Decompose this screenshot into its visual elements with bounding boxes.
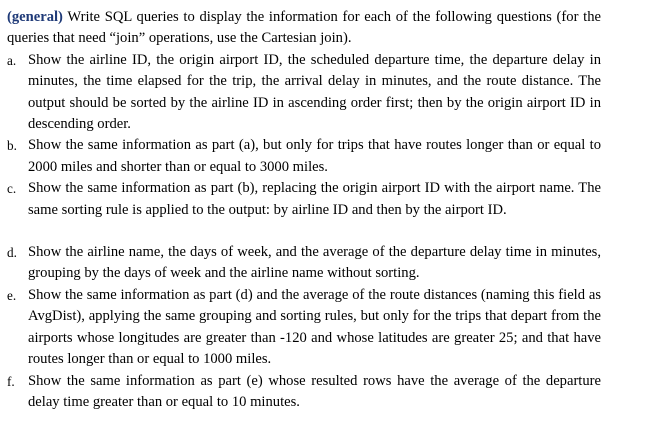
intro-paragraph <box>7 7 601 50</box>
question-e-marker: e. <box>7 287 17 303</box>
question-a-marker: a. <box>7 52 17 68</box>
question-d-marker: d. <box>7 245 17 261</box>
question-a-text: Show the airline ID, the origin airport ID, the scheduled departure time, the departure delay in minutes, the time elapsed for the trip, the arrival delay in minutes, and the route distance. The output should be sorted by the airline ID in ascending order first; then by the origin airport ID in descending order. <box>28 51 601 133</box>
question-e-text: Show the same information as part (d) and the average of the route distances (naming this field as AvgDist), applying the same grouping and sorting rules, but only for the trips that depart from the airports whose longitudes are greater than -120 and whose latitudes are greater 25; and that have routes longer than or equal to 1000 miles. <box>28 286 601 368</box>
question-c <box>7 178 601 221</box>
intro-text: Write SQL queries to display the information for each of the following questions (for the queries that need “join” operations, use the Cartesian join). <box>7 9 601 47</box>
assignment-questions <box>7 7 601 413</box>
question-a <box>7 50 601 136</box>
question-d-text: Show the airline name, the days of week, and the average of the departure delay time in minutes, grouping by the days of week and the airline name without sorting. <box>28 244 601 282</box>
question-f-text: Show the same information as part (e) whose resulted rows have the average of the departure delay time greater than or equal to 10 minutes. <box>28 372 601 410</box>
section-gap <box>7 221 601 242</box>
general-tag: (general) <box>7 9 63 25</box>
question-b <box>7 135 601 178</box>
question-b-text: Show the same information as part (a), but only for trips that have routes longer than or equal to 2000 miles and shorter than or equal to 3000 miles. <box>28 137 601 175</box>
question-f-marker: f. <box>7 373 15 389</box>
question-c-marker: c. <box>7 181 17 197</box>
question-e <box>7 285 601 371</box>
question-f <box>7 371 601 414</box>
question-d <box>7 242 601 285</box>
question-b-marker: b. <box>7 138 17 154</box>
question-c-text: Show the same information as part (b), replacing the origin airport ID with the airport name. The same sorting rule is applied to the output: by airline ID and then by the airport ID. <box>28 180 601 218</box>
